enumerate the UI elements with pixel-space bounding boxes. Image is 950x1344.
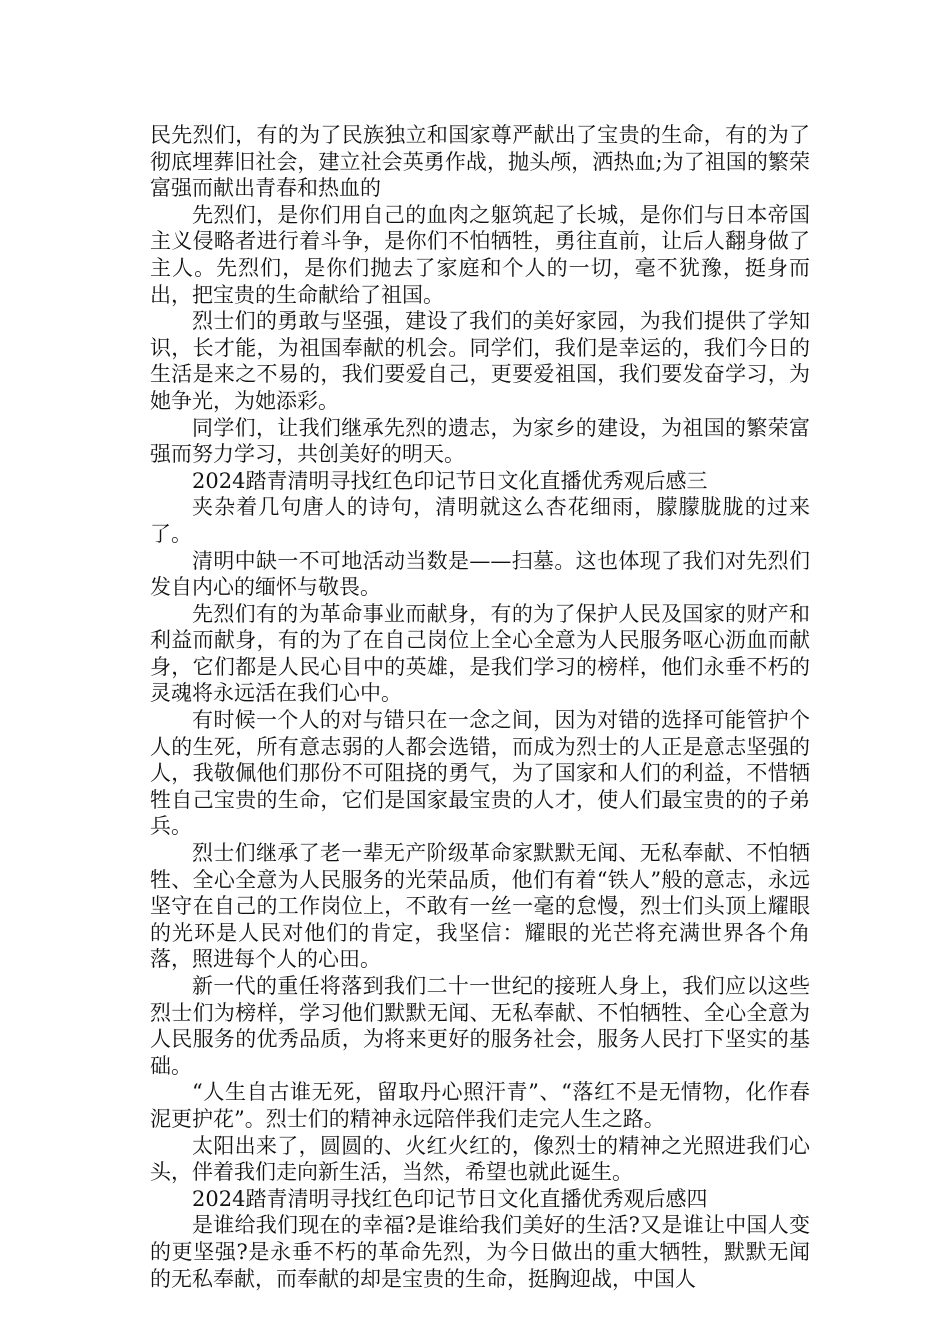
- paragraph: 有时候一个人的对与错只在一念之间，因为对错的选择可能管护个人的生死，所有意志弱的人都会选错，而成为烈士的人正是意志坚强的人，我敬佩他们那份不可阻挠的勇气，为了国家和人们的利益，不惜牺牲自己宝贵的生命，它们是国家最宝贵的人才，使人们最宝贵的的子弟兵。: [150, 708, 810, 839]
- paragraph: 烈士们继承了老一辈无产阶级革命家默默无闻、无私奉献、不怕牺牲、全心全意为人民服务的光荣品质，他们有着“铁人”般的意志，永远坚守在自己的工作岗位上，不敢有一丝一毫的怠慢，烈士们头顶上耀眼的光环是人民对他们的肯定，我坚信：耀眼的光芒将充满世界各个角落，照进每个人的心田。: [150, 841, 810, 972]
- paragraph: 同学们，让我们继承先烈的遗志，为家乡的建设，为祖国的繁荣富强而努力学习，共创美好的明天。: [150, 415, 810, 467]
- section-heading: 2024踏青清明寻找红色印记节日文化直播优秀观后感四: [192, 1186, 708, 1211]
- paragraph: 新一代的重任将落到我们二十一世纪的接班人身上，我们应以这些烈士们为榜样，学习他们默默无闻、无私奉献、不怕牺牲、全心全意为人民服务的优秀品质，为将来更好的服务社会，服务人民打下坚实的基础。: [150, 974, 810, 1078]
- paragraph: 烈士们的勇敢与坚强，建设了我们的美好家园，为我们提供了学知识，长才能，为祖国奉献的机会。同学们，我们是幸运的，我们今日的生活是来之不易的，我们要爱自己，更要爱祖国，我们要发奋学习，为她争光，为她添彩。: [150, 309, 810, 413]
- paragraph: 清明中缺一不可地活动当数是——扫墓。这也体现了我们对先烈们发自内心的缅怀与敬畏。: [150, 548, 810, 600]
- paragraph: 民先烈们，有的为了民族独立和国家尊严献出了宝贵的生命，有的为了彻底埋葬旧社会，建立社会英勇作战，抛头颅，洒热血;为了祖国的繁荣富强而献出青春和热血的: [150, 123, 810, 201]
- paragraph: “人生自古谁无死，留取丹心照汗青”、“落红不是无情物，化作春泥更护花”。烈士们的精神永远陪伴我们走完人生之路。: [150, 1080, 810, 1131]
- section-heading: 2024踏青清明寻找红色印记节日文化直播优秀观后感三: [192, 468, 708, 493]
- paragraph: 是谁给我们现在的幸福?是谁给我们美好的生活?又是谁让中国人变的更坚强?是永垂不朽的革命先烈，为今日做出的重大牺牲，默默无闻的无私奉献，而奉献的却是宝贵的生命，挺胸迎战，中国人: [150, 1213, 810, 1291]
- paragraph: 太阳出来了，圆圆的、火红火红的，像烈士的精神之光照进我们心头，伴着我们走向新生活，当然，希望也就此诞生。: [150, 1133, 810, 1185]
- paragraph: 夹杂着几句唐人的诗句，清明就这么杏花细雨，朦朦胧胧的过来了。: [150, 495, 810, 546]
- paragraph: 先烈们，是你们用自己的血肉之躯筑起了长城，是你们与日本帝国主义侵略者进行着斗争，是你们不怕牺牲，勇往直前，让后人翻身做了主人。先烈们，是你们抛去了家庭和个人的一切，毫不犹豫，挺身而出，把宝贵的生命献给了祖国。: [150, 202, 810, 307]
- paragraph: 先烈们有的为革命事业而献身，有的为了保护人民及国家的财产和利益而献身，有的为了在自己岗位上全心全意为人民服务呕心沥血而献身，它们都是人民心目中的英雄，是我们学习的榜样，他们永垂不朽的灵魂将永远活在我们心中。: [150, 601, 810, 706]
- document-body: [150, 122, 810, 1292]
